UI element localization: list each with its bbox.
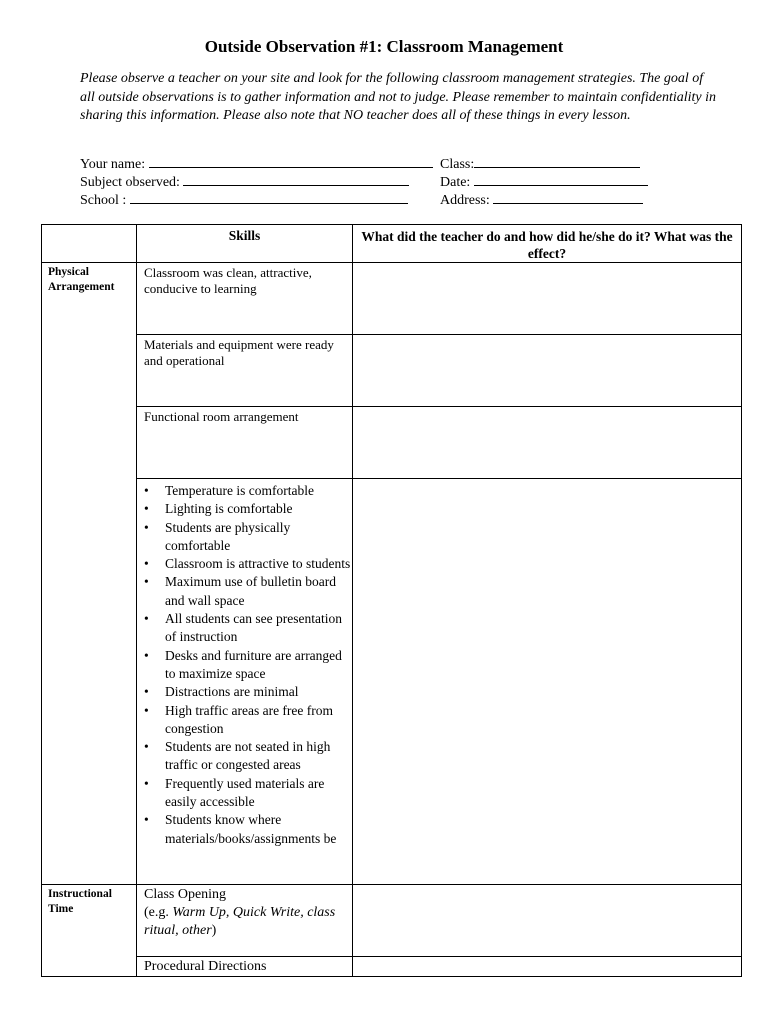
response-cell[interactable] [353,335,742,407]
bullet-icon: • [144,483,149,498]
subject-observed-blank[interactable] [183,172,409,186]
header-skills: Skills [137,225,353,263]
physical-checklist [137,479,353,885]
skill-clean-classroom: Classroom was clean, attractive, conducive to learning [137,263,353,335]
skill-procedural-directions: Procedural Directions [137,957,353,977]
bullet-text: Classroom is attractive to students [165,556,351,572]
bullet-icon: • [144,812,149,828]
examples-italic: Warm Up, Quick Write, class ritual, other [144,905,336,938]
examples-suffix: ) [211,923,217,938]
school-blank[interactable] [130,190,408,204]
list-item [137,738,352,775]
header-empty-cell [42,225,137,263]
class-opening-examples [144,904,352,940]
class-label: Class: [440,157,475,172]
bullet-text: High traffic areas are free from congestion [165,702,334,736]
address-label: Address: [440,193,494,208]
response-cell[interactable] [353,407,742,479]
bullet-icon: • [144,775,149,791]
response-cell[interactable] [353,263,742,335]
your-name-field [80,154,433,174]
bullet-icon: • [144,739,149,755]
bullet-text: Lighting is comfortable [165,501,293,517]
list-item [137,702,352,739]
date-blank[interactable] [474,172,648,186]
bullet-icon: • [144,647,149,663]
skill-room-arrangement: Functional room arrangement [137,407,353,479]
skill-class-opening [137,885,353,957]
table-row [42,407,742,479]
table-row [42,885,742,957]
bullet-text: Frequently used materials are easily accessible [165,775,325,810]
class-field [440,154,640,174]
address-field [440,190,643,210]
list-item [137,573,352,610]
intro-paragraph: Please observe a teacher on your site and look for the following classroom management strategies. The goal of all outside observations is to gather information and not to judge. Please remember to maintain confidentiality in sharing this information. Please also note that NO teacher does all of these things in every lesson. [80,71,717,123]
header-question: What did the teacher do and how did he/she do it? What was the effect? [353,225,742,263]
bullet-text: Students know where materials/books/assignments be [165,812,337,846]
table-row [42,957,742,977]
list-item [137,610,352,647]
skill-materials-ready: Materials and equipment were ready and operational [137,335,353,407]
bullet-text: Students are physically comfortable [165,519,291,553]
bullet-icon: • [144,574,149,590]
class-opening-title: Class Opening [144,887,227,902]
bullet-icon: • [144,702,149,718]
observation-table [41,224,742,977]
bullet-icon: • [144,611,149,627]
class-blank[interactable] [474,154,640,168]
subject-observed-field [80,172,409,192]
your-name-label: Your name: [80,157,149,172]
bullet-icon: • [144,556,149,572]
table-row [42,263,742,335]
bullet-text: Maximum use of bulletin board and wall space [165,574,336,608]
document-title: Outside Observation #1: Classroom Management [204,37,564,56]
response-cell[interactable] [353,479,742,885]
your-name-blank[interactable] [149,154,433,168]
school-label: School : [80,193,130,208]
bullet-text: Temperature is comfortable [165,483,314,498]
date-field [440,172,648,192]
category-instructional-time: Instructional Time [42,885,137,977]
bullet-text: All students can see presentation of instruction [165,611,342,645]
table-header-row [42,225,742,263]
list-item [137,775,352,812]
list-item [137,811,352,848]
date-label: Date: [440,175,474,190]
table-row [42,479,742,885]
school-field [80,190,408,210]
list-item [137,647,352,684]
list-item [137,519,352,556]
address-blank[interactable] [493,190,643,204]
subject-observed-label: Subject observed: [80,175,184,190]
table-row [42,335,742,407]
list-item [137,555,352,573]
examples-prefix: (e.g. [144,905,173,920]
list-item [137,482,352,500]
bullet-icon: • [144,519,149,535]
bullet-icon: • [144,684,149,700]
bullet-text: Desks and furniture are arranged to maximize space [165,647,342,681]
response-cell[interactable] [353,885,742,957]
list-item [137,683,352,701]
bullet-text: Distractions are minimal [165,684,299,700]
bullet-text: Students are not seated in high traffic or congested areas [165,739,331,773]
list-item [137,500,352,518]
bullet-icon: • [144,501,149,517]
response-cell[interactable] [353,957,742,977]
category-physical-arrangement: Physical Arrangement [42,263,137,885]
